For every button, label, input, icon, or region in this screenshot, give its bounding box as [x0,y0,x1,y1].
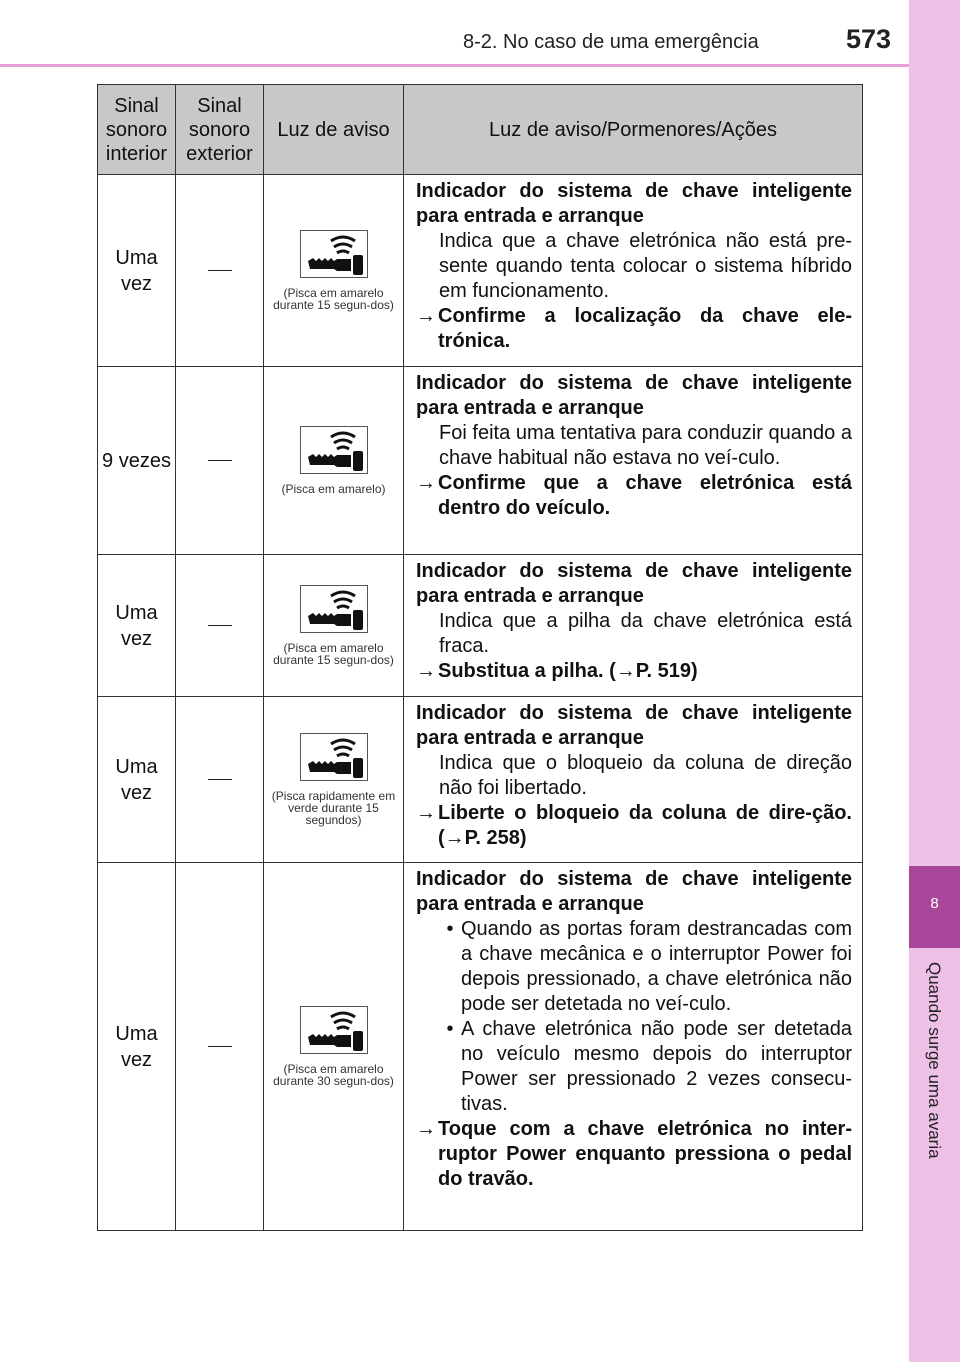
header-exterior-buzzer: Sinal sonoro exterior [176,85,264,175]
indicator-description: Indica que o bloqueio da coluna de direção não foi libertado. [439,752,852,799]
arrow-icon: → [416,1118,436,1140]
smart-key-indicator-icon [300,230,368,278]
dash [208,779,232,781]
action-text: Liberte o bloqueio da coluna de dire-ção. (→P. 258) [438,802,852,849]
table-row [98,863,863,1231]
header-divider [0,64,960,67]
arrow-icon: → [416,305,436,327]
interior-buzzer-cell: Uma vez [98,697,176,863]
table-row [98,555,863,697]
dash [208,625,232,627]
indicator-description: Indica que a chave eletrónica não está pre-sente quando tenta colocar o sistema híbrido em funcionamento. [439,230,852,302]
warning-table [97,84,863,1231]
icon-caption: (Pisca em amarelo durante 30 segun-dos) [273,1062,394,1088]
indicator-title: Indicador do sistema de chave inteligente para entrada e arranque [416,868,852,915]
bullet-text: Quando as portas foram destrancadas com a chave mecânica e o interruptor Power foi depois pressionado, a chave eletrónica não pode ser detetada no veí-culo. [461,918,852,1015]
smart-key-indicator-icon [300,733,368,781]
details-cell [404,863,863,1231]
exterior-buzzer-cell [176,863,264,1231]
action-item [416,801,852,851]
warning-light-cell [264,367,404,555]
indicator-description: Foi feita uma tentativa para conduzir quando a chave habitual não estava no veí-culo. [439,422,852,469]
exterior-buzzer-cell [176,367,264,555]
exterior-buzzer-cell [176,175,264,367]
page-number: 573 [846,24,892,54]
warning-light-cell [264,863,404,1231]
indicator-title: Indicador do sistema de chave inteligente para entrada e arranque [416,702,852,749]
action-text: Toque com a chave eletrónica no inter-ruptor Power enquanto pressiona o pedal do travão. [438,1118,852,1190]
indicator-description: Indica que a pilha da chave eletrónica está fraca. [439,610,852,657]
interior-buzzer-cell: 9 vezes [98,367,176,555]
table-header-row [98,85,863,175]
list-item [439,917,852,1017]
warning-light-cell [264,175,404,367]
header-details: Luz de aviso/Pormenores/Ações [404,85,863,175]
icon-caption: (Pisca rapidamente em verde durante 15 segundos) [271,789,396,827]
exterior-buzzer-cell [176,697,264,863]
dash [208,270,232,272]
details-cell [404,367,863,555]
interior-buzzer-cell: Uma vez [98,175,176,367]
action-item [416,304,852,354]
details-cell [404,555,863,697]
details-cell [404,697,863,863]
dash [208,1046,232,1048]
arrow-icon: → [416,802,436,824]
details-cell [404,175,863,367]
action-item [416,1117,852,1192]
smart-key-indicator-icon [300,1006,368,1054]
header-interior-buzzer: Sinal sonoro interior [98,85,176,175]
indicator-title: Indicador do sistema de chave inteligente para entrada e arranque [416,372,852,419]
table-row [98,697,863,863]
section-title: 8-2. No caso de uma emergência [463,31,759,53]
indicator-title: Indicador do sistema de chave inteligente para entrada e arranque [416,560,852,607]
table-row [98,367,863,555]
bullet-icon: • [446,1018,454,1040]
icon-caption: (Pisca em amarelo durante 15 segun-dos) [273,286,394,312]
bullet-icon: • [446,918,454,940]
bullet-text: A chave eletrónica não pode ser detetada no veículo mesmo depois do interruptor Power ser pressionado 2 vezes consecu-tivas. [461,1018,852,1115]
interior-buzzer-cell: Uma vez [98,555,176,697]
icon-caption: (Pisca em amarelo) [281,482,386,496]
action-item [416,659,852,684]
chapter-number: 8 [930,895,939,912]
header-warning-light: Luz de aviso [264,85,404,175]
table-row [98,175,863,367]
arrow-icon: → [416,660,436,682]
action-text: Substitua a pilha. (→P. 519) [438,660,698,682]
warning-light-cell [264,697,404,863]
bullet-list [416,917,852,1117]
action-text: Confirme a localização da chave ele-trónica. [438,305,852,352]
action-item [416,471,852,521]
action-text: Confirme que a chave eletrónica está dentro do veículo. [438,472,852,519]
list-item [439,1017,852,1117]
interior-buzzer-cell: Uma vez [98,863,176,1231]
chapter-label: Quando surge uma avaria [925,962,944,1159]
exterior-buzzer-cell [176,555,264,697]
smart-key-indicator-icon [300,585,368,633]
arrow-icon: → [416,472,436,494]
indicator-title: Indicador do sistema de chave inteligente para entrada e arranque [416,180,852,227]
icon-caption: (Pisca em amarelo durante 15 segun-dos) [273,641,394,667]
dash [208,460,232,462]
warning-light-cell [264,555,404,697]
smart-key-indicator-icon [300,426,368,474]
